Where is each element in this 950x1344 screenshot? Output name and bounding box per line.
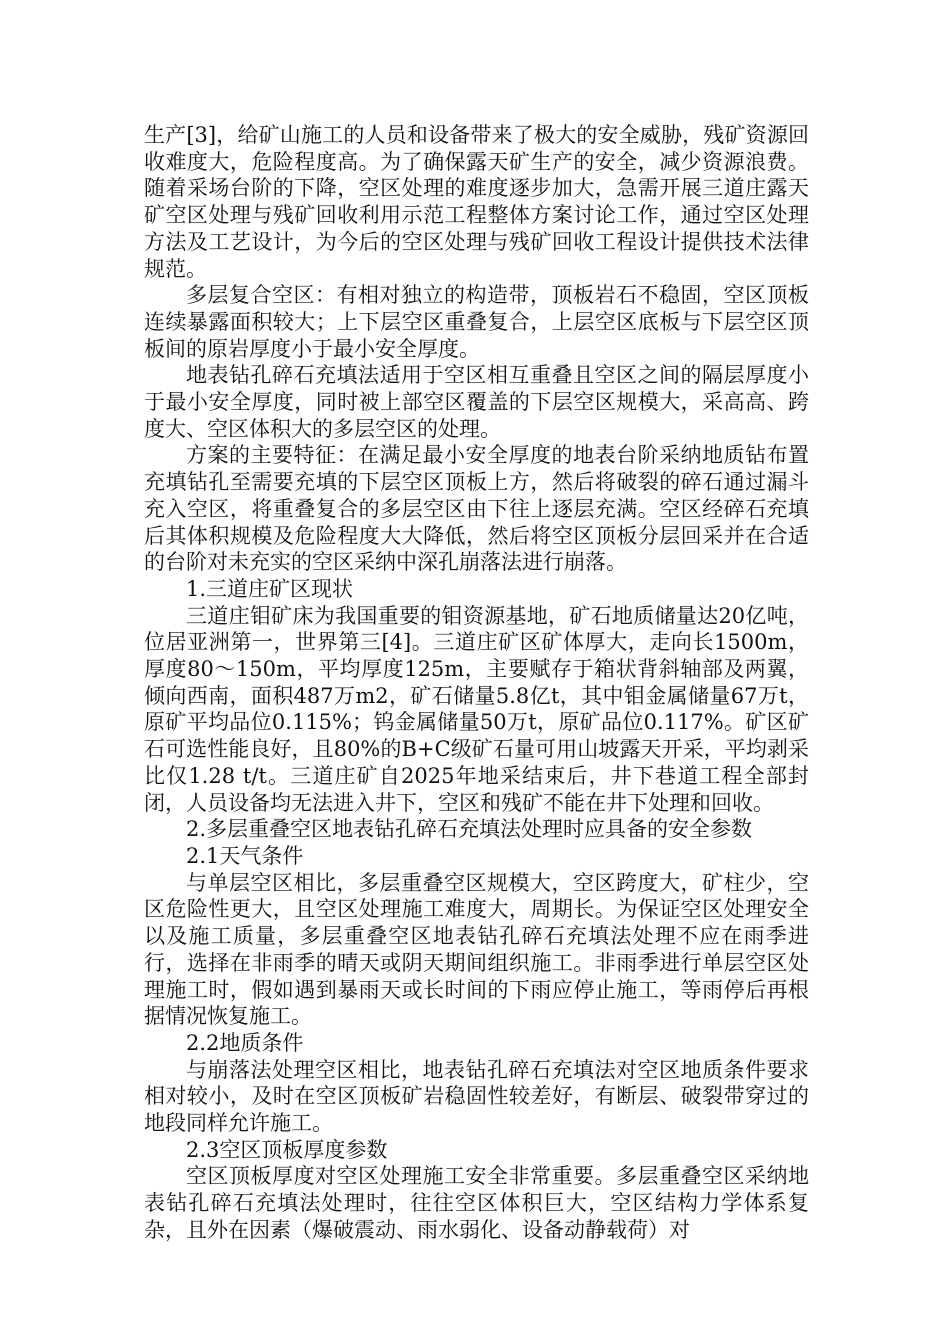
paragraph-roof-thickness: 空区顶板厚度对空区处理施工安全非常重要。多层重叠空区采纳地表钻孔碎石充填法处理时，往往空区体积巨大，空区结构力学体系复杂，且外在因素（爆破震动、雨水弱化、设备动静载荷）对: [144, 1164, 809, 1242]
section-heading-1: 1.三道庄矿区现状: [186, 576, 354, 601]
paragraph-method-scope: 地表钻孔碎石充填法适用于空区相互重叠且空区之间的隔层厚度小于最小安全厚度，同时被上部空区覆盖的下层空区规模大，采高高、跨度大、空区体积大的多层空区的处理。: [144, 363, 809, 441]
section-heading-2: 2.多层重叠空区地表钻孔碎石充填法处理时应具备的安全参数: [186, 817, 753, 842]
document-body: [144, 122, 809, 1244]
paragraph-weather: 与单层空区相比，多层重叠空区规模大，空区跨度大，矿柱少，空区危险性更大，且空区处理施工难度大，周期长。为保证空区处理安全以及施工质量，多层重叠空区地表钻孔碎石充填法处理不应在雨季进行，选择在非雨季的晴天或阴天期间组织施工。非雨季进行单层空区处理施工时，假如遇到暴雨天或长时间的下雨应停止施工，等雨停后再根据情况恢复施工。: [144, 870, 809, 1029]
section-heading-2-1: 2.1天气条件: [186, 843, 304, 868]
paragraph-mine-status: 三道庄钼矿床为我国重要的钼资源基地，矿石地质储量达20亿吨，位居亚洲第一，世界第三[4]。三道庄矿区矿体厚大，走向长1500m，厚度80～150m，平均厚度125m，主要赋存于箱状背斜轴部及两翼，倾向西南，面积487万m2，矿石储量5.8亿t，其中钼金属储量67万t，原矿平均品位0.115%；钨金属储量50万t，原矿品位0.117%。矿区矿石可选性能良好，且80%的B+C级矿石量可用山坡露天开采，平均剥采比仅1.28 t/t。三道庄矿自2025年地采结束后，井下巷道工程全部封闭，人员设备均无法进入井下，空区和残矿不能在井下处理和回收。: [144, 603, 809, 815]
section-heading-2-3: 2.3空区顶板厚度参数: [186, 1137, 388, 1162]
paragraph-method-features: 方案的主要特征：在满足最小安全厚度的地表台阶采纳地质钻布置充填钻孔至需要充填的下层空区顶板上方，然后将破裂的碎石通过漏斗充入空区，将重叠复合的多层空区由下往上逐层充满。空区经碎石充填后其体积规模及危险程度大大降低，然后将空区顶板分层回采并在合适的台阶对未充实的空区采纳中深孔崩落法进行崩落。: [144, 443, 809, 575]
paragraph-intro: 生产[3]，给矿山施工的人员和设备带来了极大的安全威胁，残矿资源回收难度大，危险程度高。为了确保露天矿生产的安全，减少资源浪费。随着采场台阶的下降，空区处理的难度逐步加大，急需开展三道庄露天矿空区处理与残矿回收利用示范工程整体方案讨论工作，通过空区处理方法及工艺设计，为今后的空区处理与残矿回收工程设计提供技术法律规范。: [144, 123, 809, 281]
paragraph-multilayer-void: 多层复合空区：有相对独立的构造带，顶板岩石不稳固，空区顶板连续暴露面积较大；上下层空区重叠复合，上层空区底板与下层空区顶板间的原岩厚度小于最小安全厚度。: [144, 283, 809, 361]
section-heading-2-2: 2.2地质条件: [186, 1030, 304, 1055]
paragraph-geology: 与崩落法处理空区相比，地表钻孔碎石充填法对空区地质条件要求相对较小，及时在空区顶板矿岩稳固性较差好，有断层、破裂带穿过的地段同样允许施工。: [144, 1057, 809, 1136]
